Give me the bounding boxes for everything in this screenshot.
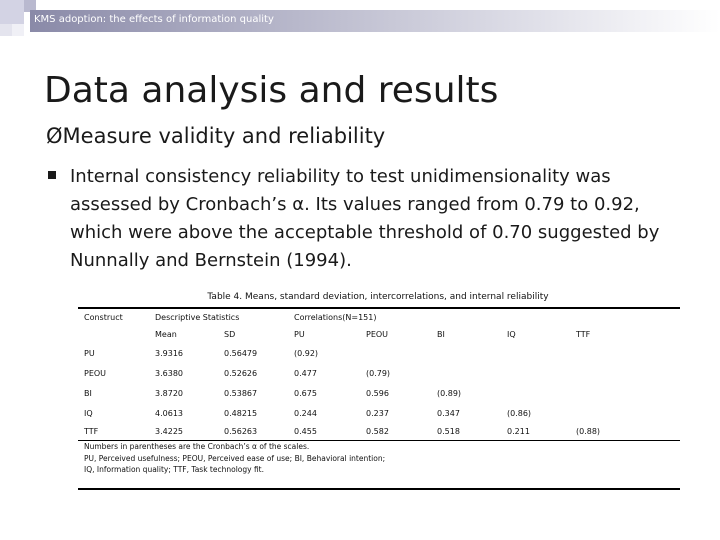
- table-cell: 0.52626: [224, 369, 258, 378]
- table-note: Numbers in parentheses are the Cronbach’s α of the scales.: [84, 442, 310, 451]
- column-header: Mean: [155, 330, 177, 339]
- column-header: PU: [294, 330, 305, 339]
- table-cell: 0.48215: [224, 409, 258, 418]
- row-label: TTF: [84, 427, 99, 436]
- column-header: BI: [437, 330, 445, 339]
- table-cell: 0.244: [294, 409, 317, 418]
- table-cell: 0.675: [294, 389, 317, 398]
- table-cell: 0.582: [366, 427, 389, 436]
- square-bullet-icon: [48, 171, 56, 179]
- table-cell: 4.0613: [155, 409, 183, 418]
- subtitle-text: Measure validity and reliability: [62, 124, 386, 148]
- row-label: PU: [84, 349, 95, 358]
- table-cell: 0.56479: [224, 349, 258, 358]
- table-cell: (0.92): [294, 349, 319, 358]
- corner-square-small: [0, 24, 12, 36]
- table-cell: (0.79): [366, 369, 391, 378]
- table-cell: 0.596: [366, 389, 389, 398]
- table-cell: 3.8720: [155, 389, 183, 398]
- bullet-text: Internal consistency reliability to test unidimensionality was assessed by Cronbach’s α. Its values ranged from 0.79 to 0.92, which were above the acceptable threshold of 0.70 suggested by Nunnally and Bernstein (1994).: [70, 166, 660, 271]
- corner-square-large: [0, 0, 24, 24]
- table-cell: 0.347: [437, 409, 460, 418]
- table-cell: 0.56263: [224, 427, 258, 436]
- table-cell: 0.53867: [224, 389, 258, 398]
- header-correlations: Correlations(N=151): [294, 313, 377, 322]
- table-cell: 0.211: [507, 427, 530, 436]
- slide-subtitle: [46, 124, 385, 148]
- table-body-rule: [78, 440, 680, 441]
- table-note: IQ, Information quality; TTF, Task technology fit.: [84, 465, 265, 474]
- table-cell: 3.6380: [155, 369, 183, 378]
- arrow-bullet-icon: Ø: [46, 124, 63, 148]
- header-text: KMS adoption: the effects of information quality: [34, 14, 274, 25]
- table-cell: (0.86): [507, 409, 532, 418]
- table-cell: 0.518: [437, 427, 460, 436]
- row-label: PEOU: [84, 369, 107, 378]
- column-header: SD: [224, 330, 236, 339]
- table-cell: 3.4225: [155, 427, 183, 436]
- table-top-rule: [78, 307, 680, 309]
- table-caption: Table 4. Means, standard deviation, intercorrelations, and internal reliability: [207, 292, 549, 302]
- column-header: TTF: [576, 330, 591, 339]
- column-header: PEOU: [366, 330, 389, 339]
- table-cell: (0.88): [576, 427, 601, 436]
- table-cell: 0.455: [294, 427, 317, 436]
- table-cell: 0.237: [366, 409, 389, 418]
- slide-title: Data analysis and results: [44, 70, 499, 111]
- row-label: IQ: [84, 409, 93, 418]
- corner-square-small: [12, 24, 24, 36]
- row-label: BI: [84, 389, 92, 398]
- column-header: IQ: [507, 330, 516, 339]
- table-cell: 3.9316: [155, 349, 183, 358]
- table-cell: (0.89): [437, 389, 462, 398]
- table-note: PU, Perceived usefulness; PEOU, Perceived ease of use; BI, Behavioral intention;: [84, 454, 386, 463]
- table-cell: 0.477: [294, 369, 317, 378]
- table-bottom-rule: [78, 488, 680, 490]
- header-construct: Construct: [84, 313, 123, 322]
- header-descriptive-statistics: Descriptive Statistics: [155, 313, 240, 322]
